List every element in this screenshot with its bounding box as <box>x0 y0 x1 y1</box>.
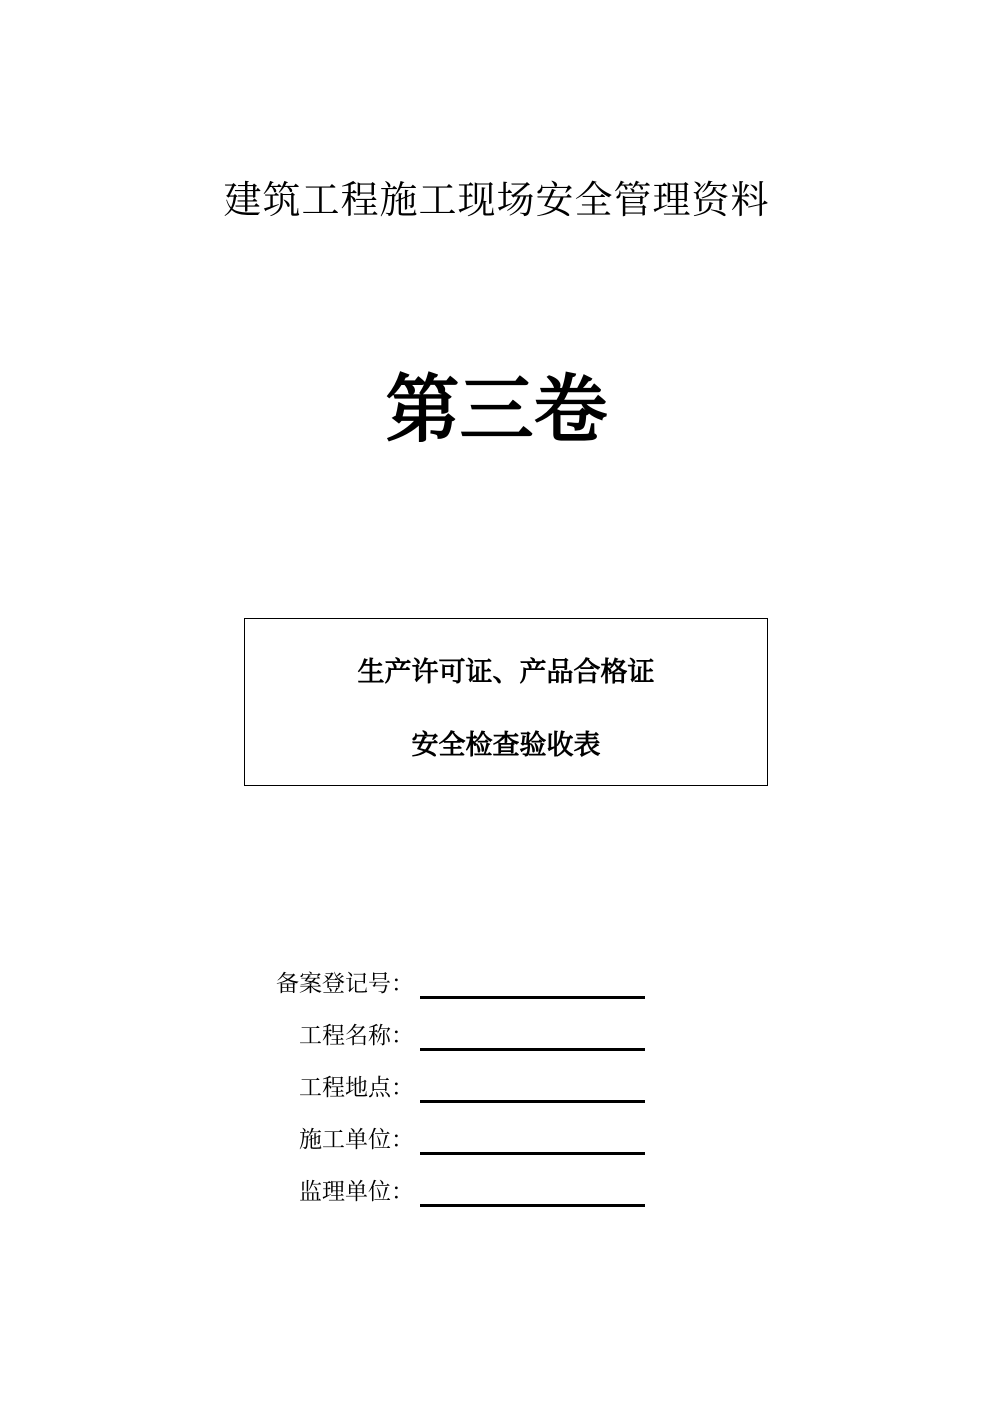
document-title: 建筑工程施工现场安全管理资料 <box>223 178 770 222</box>
registration-number-label: 备案登记号： <box>276 971 414 997</box>
project-location-blank[interactable] <box>420 1100 645 1103</box>
subject-box <box>244 618 768 786</box>
supervision-unit-label: 监理单位： <box>299 1179 414 1205</box>
project-name-label: 工程名称： <box>299 1023 414 1049</box>
field-row-project-location <box>260 1068 660 1112</box>
field-row-project-name <box>260 1016 660 1060</box>
volume-title: 第三卷 <box>385 367 608 453</box>
field-row-supervision-unit <box>260 1172 660 1216</box>
construction-unit-label: 施工单位： <box>299 1127 414 1153</box>
registration-number-blank[interactable] <box>420 996 645 999</box>
construction-unit-blank[interactable] <box>420 1152 645 1155</box>
subject-line-1: 生产许可证、产品合格证 <box>357 657 655 688</box>
supervision-unit-blank[interactable] <box>420 1204 645 1207</box>
field-row-registration-number <box>260 964 660 1008</box>
field-row-construction-unit <box>260 1120 660 1164</box>
project-location-label: 工程地点： <box>299 1075 414 1101</box>
subject-line-2: 安全检查验收表 <box>411 730 601 761</box>
project-name-blank[interactable] <box>420 1048 645 1051</box>
